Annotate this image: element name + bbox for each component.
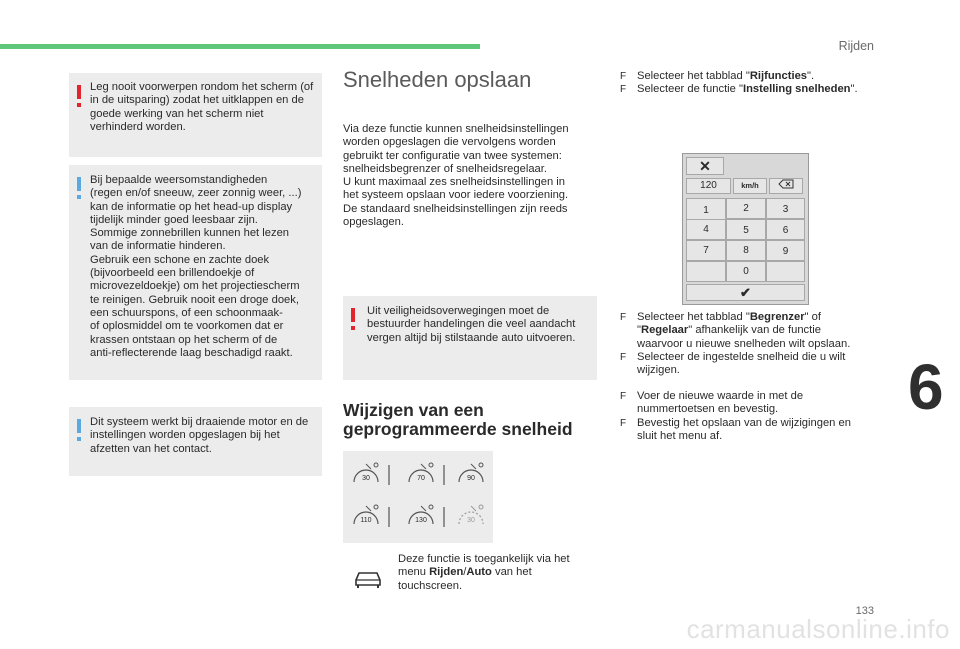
gauge-110	[354, 505, 378, 524]
steps-group-c	[620, 390, 870, 443]
steps-group-b	[620, 311, 870, 377]
checkbox-icon: F	[620, 312, 627, 323]
unit-label: km/h	[733, 178, 767, 194]
info-line: Sommige zonnebrillen kunnen het lezen	[90, 227, 290, 240]
gauge-70	[409, 463, 433, 482]
intro-paragraph: Via deze functie kunnen snelheidsinstellingen worden opgeslagen die vervolgens worden gebruikt ter configuratie van twee systemen: snelheidsbegrenzer of snelheidsregelaar. U kunt maximaal zes snelheidsinstellingen in het systeem opslaan voor iedere voorziening. De standaard snelheidsinstellingen zijn reeds opgeslagen.	[343, 123, 569, 229]
section-title: Rijden	[838, 39, 874, 53]
step-item: F Bevestig het opslaan van de wijzigingen en sluit het menu af.	[620, 416, 851, 442]
page-title: Snelheden opslaan	[343, 67, 532, 92]
checkbox-icon: F	[620, 417, 627, 429]
key-8[interactable]: 8	[726, 240, 766, 261]
info-box-readability	[69, 165, 322, 380]
footer-watermark: carmanualsonline.info	[686, 614, 950, 644]
access-note: Deze functie is toegankelijk via het menu Rijden/Auto van het touchscreen.	[398, 553, 570, 592]
warning-box-screen	[69, 73, 322, 157]
key-3[interactable]: 3	[766, 198, 805, 219]
gauge-30	[354, 463, 378, 482]
info-line: (bijvoorbeeld een brillendoekje of	[90, 267, 255, 280]
key-1[interactable]: 1	[686, 198, 726, 221]
info-line: microvezeldoekje) om het projectiescherm	[90, 280, 300, 293]
warning-marker	[77, 85, 81, 99]
checkbox-icon: F	[620, 84, 627, 96]
key-empty-left	[686, 261, 726, 282]
step-item: F Selecteer het tabblad "Begrenzer" of "Regelaar" afhankelijk van de functie waarvoor u nieuwe snelheden wilt opslaan.	[620, 311, 851, 350]
info-line: tijdelijk minder goed leesbaar zijn.	[90, 213, 258, 226]
svg-text:130: 130	[415, 517, 427, 524]
key-0[interactable]: 0	[726, 261, 766, 282]
close-button[interactable]: ✕	[686, 157, 724, 175]
info-box-engine	[69, 407, 322, 476]
step-item: F Voer de nieuwe waarde in met de nummertoetsen en bevestig.	[620, 390, 804, 416]
info-line: van de informatie hinderen.	[90, 240, 226, 253]
steps-group-a	[620, 70, 860, 97]
confirm-button[interactable]: ✔	[686, 284, 805, 301]
info-marker	[77, 419, 81, 433]
info-line: (regen en/of sneeuw, zeer zonnig weer, ...)	[90, 187, 302, 200]
car-icon	[352, 566, 384, 590]
section-color-bar	[0, 44, 480, 49]
info-line: een schuurspons, of een schoonmaak-	[90, 306, 283, 319]
step-item: F Selecteer de functie "Instelling snelheden".	[620, 83, 858, 96]
warning-text: Uit veiligheidsoverwegingen moet de bestuurder handelingen die veel aandacht vergen altijd bij stilstaande auto uitvoeren.	[367, 305, 576, 344]
key-4[interactable]: 4	[686, 219, 726, 240]
key-empty-right	[766, 261, 805, 282]
key-7[interactable]: 7	[686, 240, 726, 261]
warning-marker	[351, 308, 355, 322]
info-text: Dit systeem werkt bij draaiende motor en de instellingen worden opgeslagen bij het afzetten van het contact.	[90, 416, 309, 455]
gauge-130	[409, 505, 433, 524]
warning-box-safety	[343, 296, 597, 380]
key-2[interactable]: 2	[726, 198, 766, 219]
speed-value-field[interactable]: 120	[686, 178, 731, 194]
checkbox-icon: F	[620, 71, 627, 82]
backspace-icon	[778, 179, 794, 189]
step-item: F Selecteer het tabblad "Rijfuncties".	[620, 70, 815, 82]
info-line: Bij bepaalde weersomstandigheden	[90, 174, 268, 186]
warning-text: Leg nooit voorwerpen rondom het scherm (of in de uitsparing) zodat het uitklappen en de goede werking van het scherm niet verhinderd worden.	[90, 81, 314, 133]
svg-text:90: 90	[467, 475, 475, 482]
gauge-30-dashed	[459, 505, 483, 524]
info-line: Gebruik een schone en zachte doek	[90, 253, 270, 266]
info-marker	[77, 177, 81, 191]
key-9[interactable]: 9	[766, 240, 805, 261]
step-item: F Selecteer de ingestelde snelheid die u wilt wijzigen.	[620, 350, 846, 377]
svg-text:70: 70	[417, 475, 425, 482]
info-line: of oplosmiddel om te voorkomen dat er	[90, 320, 284, 333]
speed-presets-illustration	[343, 451, 493, 543]
svg-text:30: 30	[467, 517, 475, 524]
checkbox-icon: F	[620, 391, 627, 402]
backspace-button[interactable]	[769, 178, 803, 194]
page-number: 133	[855, 605, 874, 617]
keypad-screen	[682, 153, 809, 305]
gauge-90	[459, 463, 483, 482]
info-line: krassen ontstaan op het scherm of de	[90, 333, 278, 346]
info-line: anti-reflecterende laag beschadigd raakt.	[90, 346, 293, 359]
chapter-number: 6	[908, 351, 944, 423]
key-5[interactable]: 5	[726, 219, 766, 240]
key-6[interactable]: 6	[766, 219, 805, 240]
info-line: kan de informatie op het head-up display	[90, 200, 293, 213]
speed-gauges-svg	[343, 451, 493, 543]
section-subtitle: Wijzigen van een geprogrammeerde snelheid	[343, 400, 573, 439]
info-line: te reinigen. Gebruik nooit een droge doek,	[90, 293, 299, 306]
checkbox-icon: F	[620, 351, 627, 363]
svg-text:110: 110	[360, 517, 372, 524]
svg-text:30: 30	[362, 475, 370, 482]
